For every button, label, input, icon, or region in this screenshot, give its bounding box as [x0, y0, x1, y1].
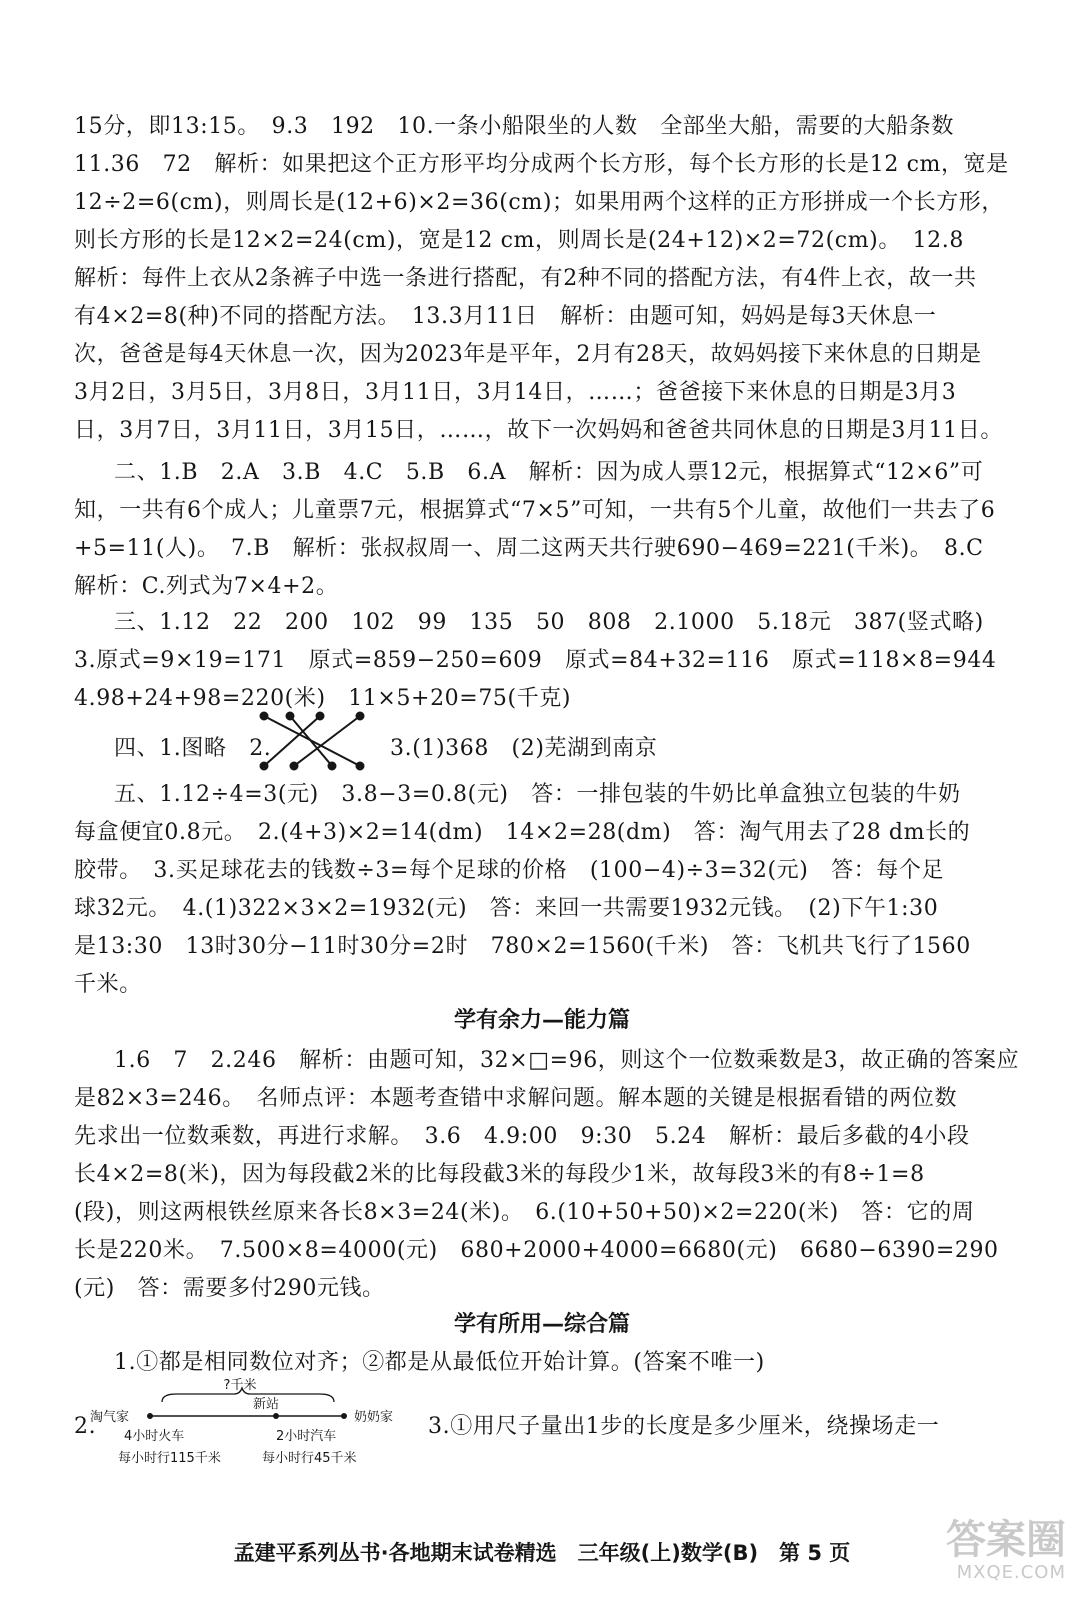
text-line: (段)，则这两根铁丝原来各长8×3=24(米)。 6.(10+50+50)×2=220(米) 答：它的周 — [74, 1200, 975, 1225]
text-line: 每盒便宜0.8元。 2.(4+3)×2=14(dm) 14×2=28(dm) 答：淘气用去了28 dm长的 — [74, 820, 971, 845]
route-diagram — [84, 1378, 414, 1470]
text-line: 则长方形的长是12×2=24(cm)，宽是12 cm，则周长是(24+12)×2=72(cm)。 12.8 — [74, 228, 964, 253]
text-line: 胶带。 3.买足球花去的钱数÷3=每个足球的价格 (100−4)÷3=32(元) 答：每个足 — [74, 858, 945, 883]
text-line: 是82×3=246。 名师点评：本题考查错中求解问题。解本题的关键是根据看错的两位数 — [74, 1086, 958, 1111]
text-line: 4.98+24+98=220(米) 11×5+20=75(千克) — [74, 686, 572, 711]
text-line: 长是220米。 7.500×8=4000(元) 680+2000+4000=6680(元) 6680−6390=290 — [74, 1238, 999, 1263]
text-line: 1.①都是相同数位对齐；②都是从最低位开始计算。(答案不唯一) — [114, 1350, 765, 1375]
watermark-logo — [916, 1518, 1066, 1590]
section-four-part2: 3.(1)368 (2)芜湖到南京 — [390, 736, 658, 761]
watermark-main: 答案圈 — [946, 1517, 1066, 1563]
section-title-comprehensive: 学有所用—综合篇 — [453, 1312, 630, 1337]
text-line: 3月2日，3月5日，3月8日，3月11日，3月14日，……；爸爸接下来休息的日期是3月3 — [74, 380, 957, 405]
route-top-label: ?千米 — [223, 1378, 257, 1393]
text-line: 解析：C.列式为7×4+2。 — [74, 574, 339, 599]
text-line: 球32元。 4.(1)322×3×2=1932(元) 答：来回一共需要1932元钱。 (2)下午1:30 — [74, 896, 939, 921]
text-line: 日，3月7日，3月11日，3月15日，……，故下一次妈妈和爸爸共同休息的日期是3月11日。 — [74, 418, 1003, 443]
q3-text: 3.①用尺子量出1步的长度是多少厘米，绕操场走一 — [428, 1414, 940, 1439]
text-line: +5=11(人)。 7.B 解析：张叔叔周一、周二这两天共行驶690−469=221(千米)。 8.C — [74, 536, 984, 561]
page-footer: 孟建平系列丛书·各地期末试卷精选 三年级(上)数学(B) 第 5 页 — [233, 1541, 851, 1565]
text-line: 15分，即13:15。 9.3 192 10.一条小船限坐的人数 全部坐大船，需要的大船条数 — [74, 114, 954, 139]
text-line: 次，爸爸是每4天休息一次，因为2023年是平年，2月有28天，故妈妈接下来休息的日期是 — [74, 342, 982, 367]
text-line: 11.36 72 解析：如果把这个正方形平均分成两个长方形，每个长方形的长是12 cm，宽是 — [74, 152, 1009, 177]
route-middle-label: 新站 — [252, 1397, 280, 1412]
text-line: 12÷2=6(cm)，则周长是(12+6)×2=36(cm)；如果用两个这样的正方形拼成一个长方形， — [74, 190, 1005, 215]
text-line: 有4×2=8(种)不同的搭配方法。 13.3月11日 解析：由题可知，妈妈是每3天休息一 — [74, 304, 937, 329]
route-seg1-time: 4小时火车 — [124, 1429, 185, 1444]
text-line: 知，一共有6个成人；儿童票7元，根据算式“7×5”可知，一共有5个儿童，故他们一共去了6 — [74, 498, 996, 523]
q2-label: 2. — [74, 1414, 97, 1439]
text-line: 二、1.B 2.A 3.B 4.C 5.B 6.A 解析：因为成人票12元，根据算式“12×6”可 — [114, 460, 984, 485]
text-line: 是13:30 13时30分−11时30分=2时 780×2=1560(千米) 答：飞机共飞行了1560 — [74, 934, 971, 959]
route-start-label: 淘气家 — [90, 1410, 130, 1425]
text-line: 千米。 — [74, 972, 142, 997]
text-line: 五、1.12÷4=3(元) 3.8−3=0.8(元) 答：一排包装的牛奶比单盒独立包装的牛奶 — [114, 782, 961, 807]
route-seg1-speed: 每小时行115千米 — [118, 1451, 221, 1466]
text-line: 1.6 7 2.246 解析：由题可知，32×□=96，则这个一位数乘数是3，故正确的答案应 — [114, 1048, 1020, 1073]
text-line: 解析：每件上衣从2条裤子中选一条进行搭配，有2种不同的搭配方法，有4件上衣，故一共 — [74, 266, 977, 291]
text-line: 三、1.12 22 200 102 99 135 50 808 2.1000 5.18元 387(竖式略) — [114, 610, 984, 635]
text-line: 长4×2=8(米)，因为每段截2米的比每段截3米的每段少1米，故每段3米的有8÷1=8 — [74, 1162, 925, 1187]
section-four-part1: 四、1.图略 2. — [114, 736, 272, 761]
text-line: 3.原式=9×19=171 原式=859−250=609 原式=84+32=116 原式=118×8=944 — [74, 648, 997, 673]
matching-lines-diagram — [256, 710, 376, 772]
watermark-sub: MXQE.COM — [956, 1562, 1066, 1583]
text-line: 先求出一位数乘数，再进行求解。 3.6 4.9:00 9:30 5.24 解析：最后多截的4小段 — [74, 1124, 970, 1149]
section-title-ability: 学有余力—能力篇 — [453, 1008, 630, 1033]
route-end-label: 奶奶家 — [354, 1410, 394, 1425]
route-seg2-time: 2小时汽车 — [276, 1429, 337, 1444]
text-line: (元) 答：需要多付290元钱。 — [74, 1276, 385, 1301]
route-seg2-speed: 每小时行45千米 — [262, 1451, 357, 1466]
